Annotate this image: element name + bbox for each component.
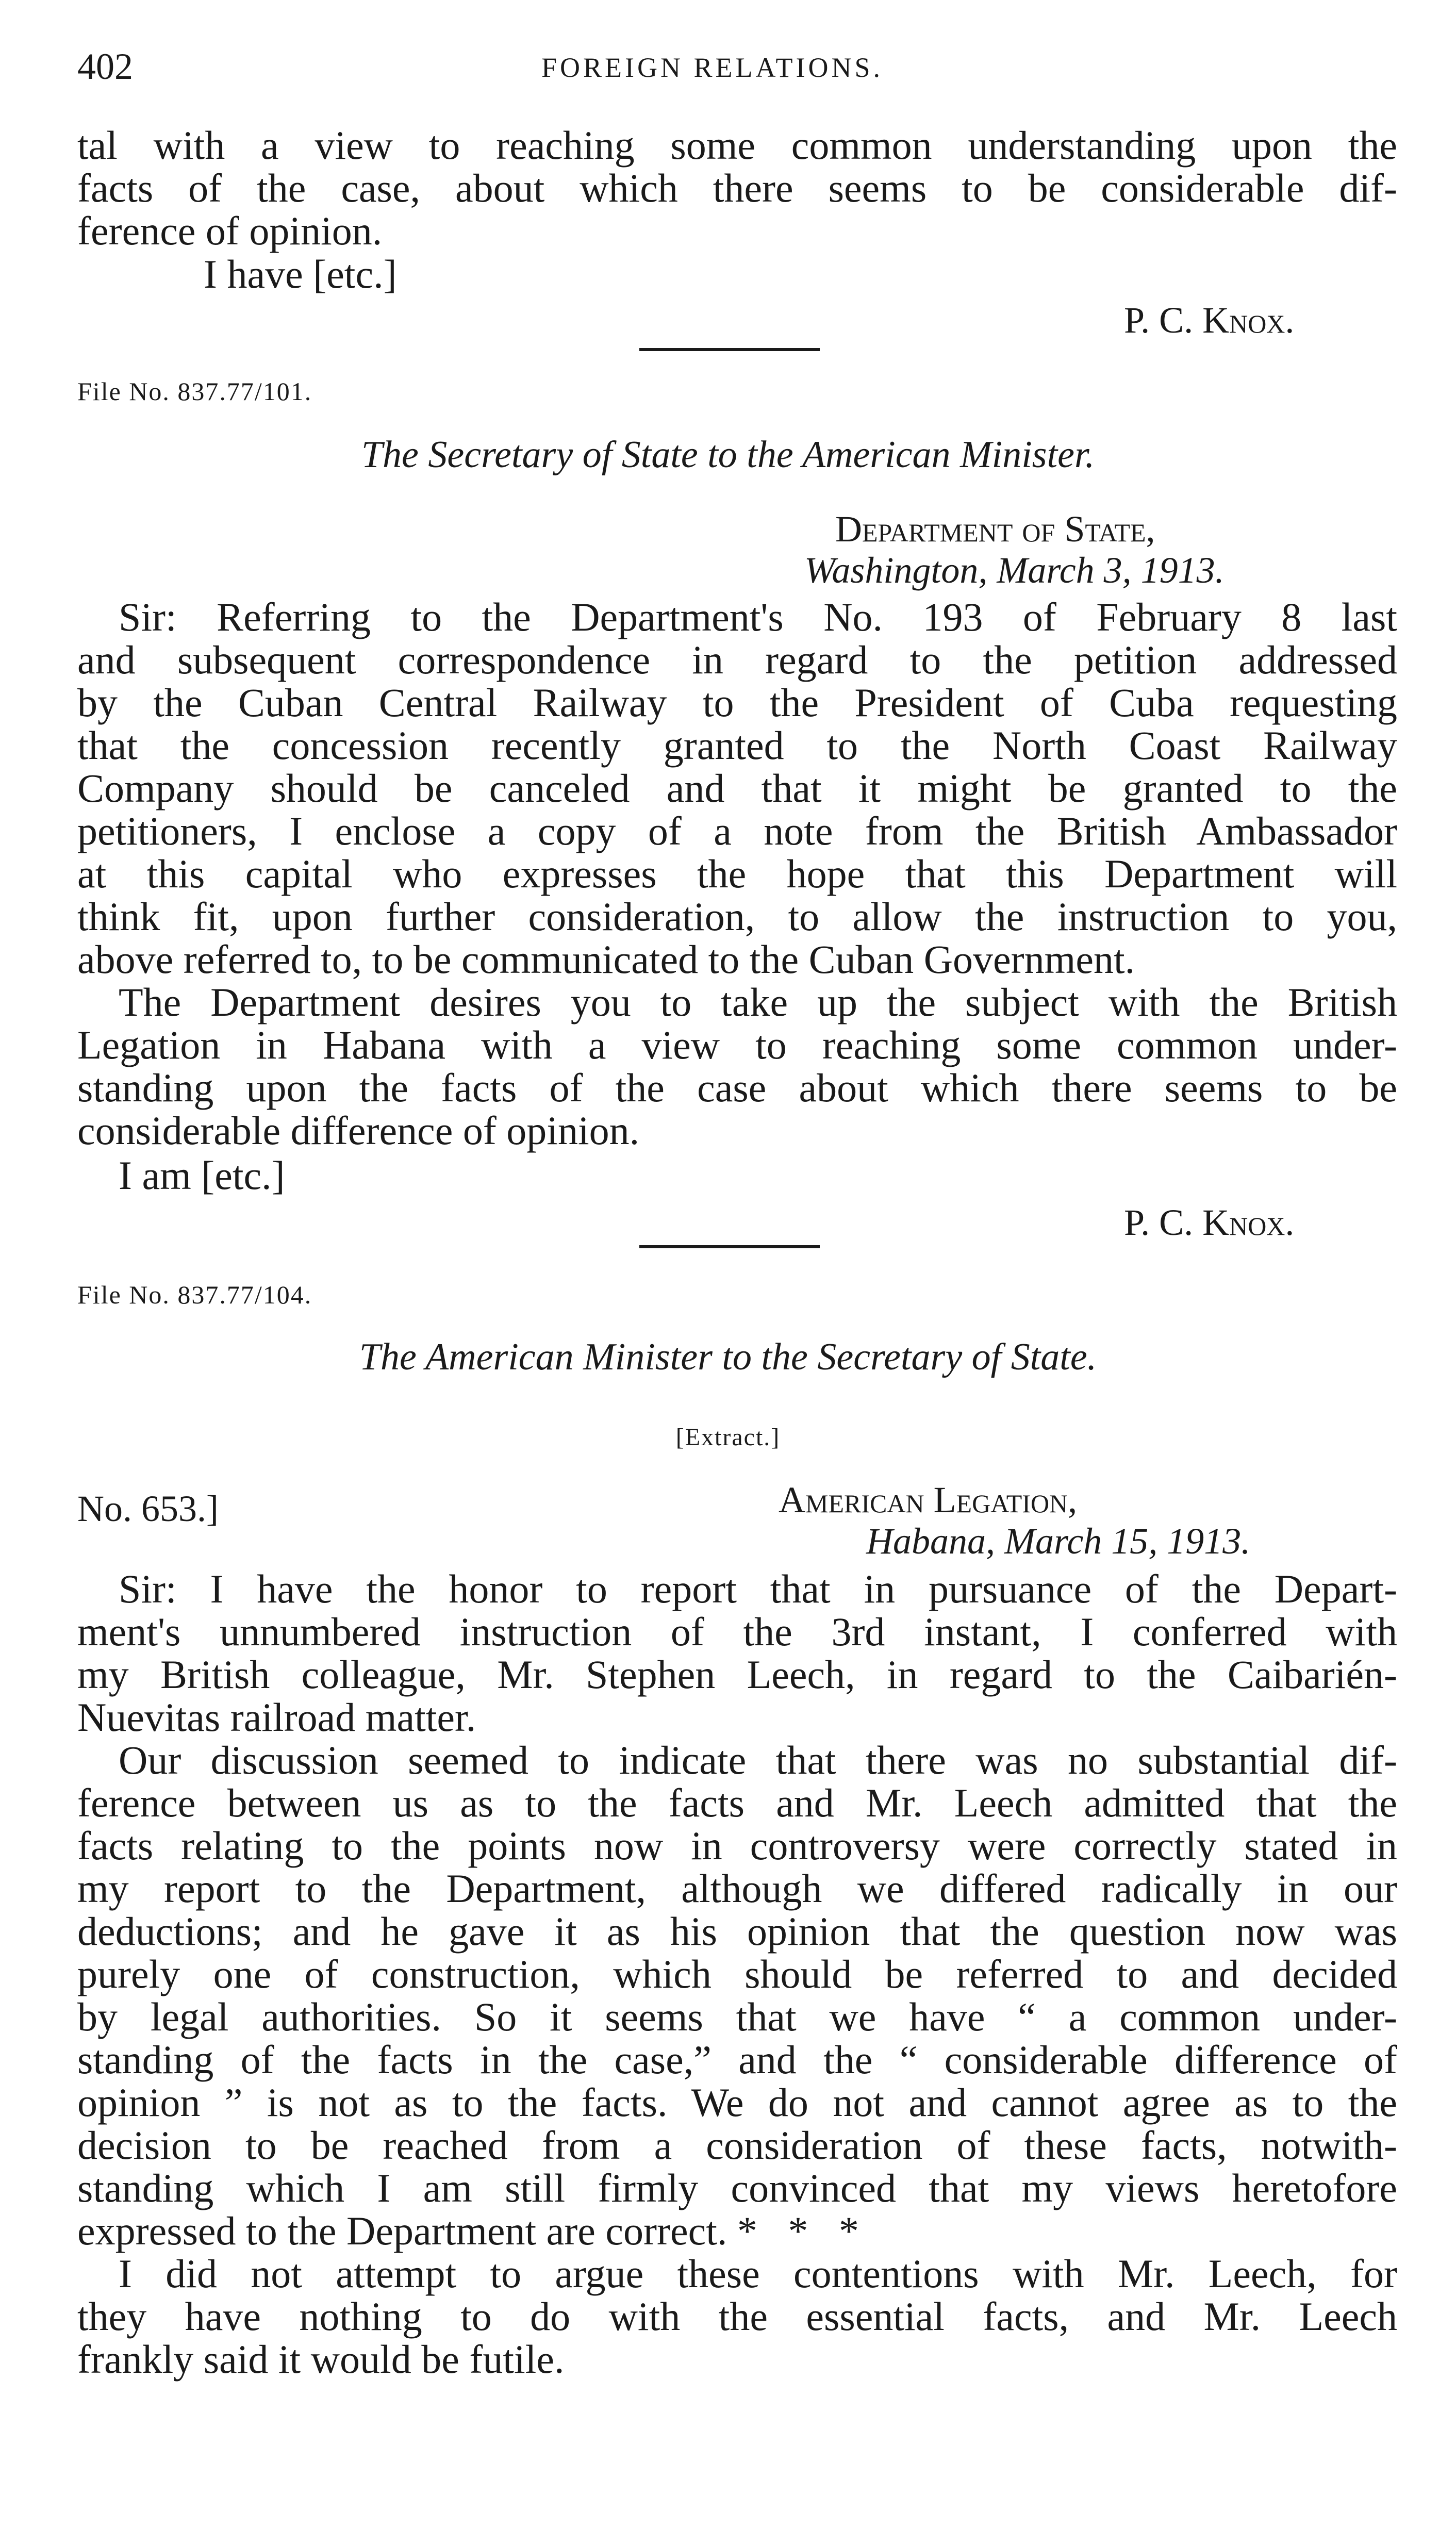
text-line: tal with a view to reaching some common understanding upon the — [77, 123, 1397, 168]
text-line: above referred to, to be communicated to the Cuban Government. — [77, 937, 1135, 982]
ellipsis-stars: * * * — [737, 2208, 859, 2253]
body-paragraph — [77, 596, 1397, 981]
text-line: decision to be reached from a consideration of these facts, notwith- — [77, 2123, 1397, 2168]
file-number: File No. 837.77/104. — [77, 1280, 312, 1309]
continuation-paragraph — [77, 124, 1397, 252]
running-head: FOREIGN RELATIONS. — [541, 52, 884, 83]
dateline-office: Department of State, — [835, 508, 1155, 550]
text-line: standing which I am still firmly convinced that my views heretofore — [77, 2166, 1397, 2210]
text-line: ference between us as to the facts and Mr. Leech admitted that the — [77, 1780, 1397, 1825]
text-line: think fit, upon further consideration, to allow the instruction to you, — [77, 894, 1397, 939]
text-line: standing of the facts in the case,” and the “ considerable difference of — [77, 2037, 1397, 2082]
document-title: The Secretary of State to the American Minister. — [361, 434, 1095, 476]
text-line: The Department desires you to take up the subject with the British — [119, 980, 1397, 1024]
text-line: by legal authorities. So it seems that we have “ a common under- — [77, 1994, 1397, 2039]
text-line: facts of the case, about which there seems to be considerable dif- — [77, 166, 1397, 210]
closing-line: I am [etc.] — [119, 1153, 285, 1198]
text-line: facts relating to the points now in controversy were correctly stated in — [77, 1823, 1397, 1868]
text-line: Our discussion seemed to indicate that there was no substantial dif- — [119, 1738, 1397, 1782]
dateline-place-date: Washington, March 3, 1913. — [804, 550, 1225, 591]
text-line: Sir: Referring to the Department's No. 193 of February 8 last — [119, 594, 1397, 639]
body-paragraph — [77, 981, 1397, 1152]
text-line: expressed to the Department are correct. — [77, 2208, 727, 2253]
despatch-number: No. 653.] — [77, 1488, 219, 1529]
body-paragraph — [77, 2252, 1397, 2381]
body-paragraph — [77, 1739, 1397, 2252]
text-line: opinion ” is not as to the facts. We do not and cannot agree as to the — [77, 2080, 1397, 2125]
dateline-office: American Legation, — [779, 1479, 1078, 1521]
signature: P. C. Knox. — [1124, 300, 1295, 341]
text-line: considerable difference of opinion. — [77, 1108, 640, 1153]
extract-note: [Extract.] — [675, 1424, 781, 1451]
text-line: deductions; and he gave it as his opinion that the question now was — [77, 1909, 1397, 1954]
text-line: I did not attempt to argue these contentions with Mr. Leech, for — [119, 2251, 1397, 2296]
text-line: standing upon the facts of the case about which there seems to be — [77, 1065, 1397, 1110]
text-line: they have nothing to do with the essential facts, and Mr. Leech — [77, 2294, 1397, 2339]
text-line: Nuevitas railroad matter. — [77, 1695, 476, 1740]
page-number: 402 — [77, 46, 133, 87]
text-line: and subsequent correspondence in regard to the petition addressed — [77, 637, 1397, 682]
signature: P. C. Knox. — [1124, 1202, 1295, 1243]
text-line: my report to the Department, although we differed radically in our — [77, 1866, 1397, 1911]
document-title: The American Minister to the Secretary of State. — [359, 1336, 1097, 1378]
text-line: ference of opinion. — [77, 208, 383, 253]
section-divider — [639, 348, 820, 351]
text-line: Sir: I have the honor to report that in pursuance of the Depart- — [119, 1566, 1397, 1611]
text-line: ment's unnumbered instruction of the 3rd instant, I conferred with — [77, 1609, 1397, 1654]
closing-line: I have [etc.] — [204, 252, 397, 296]
text-line: that the concession recently granted to the North Coast Railway — [77, 723, 1397, 768]
dateline-place-date: Habana, March 15, 1913. — [866, 1521, 1251, 1562]
text-line: purely one of construction, which should be referred to and decided — [77, 1952, 1397, 1996]
body-paragraph — [77, 1567, 1397, 1739]
text-line: my British colleague, Mr. Stephen Leech, in regard to the Caibarién- — [77, 1652, 1397, 1697]
text-line: petitioners, I enclose a copy of a note from the British Ambassador — [77, 808, 1397, 853]
section-divider — [639, 1245, 820, 1248]
text-line: at this capital who expresses the hope that this Department will — [77, 851, 1397, 896]
text-line: Legation in Habana with a view to reaching some common under- — [77, 1022, 1397, 1067]
text-line: frankly said it would be futile. — [77, 2337, 565, 2382]
text-line: Company should be canceled and that it might be granted to the — [77, 766, 1397, 811]
file-number: File No. 837.77/101. — [77, 377, 312, 406]
text-line: by the Cuban Central Railway to the President of Cuba requesting — [77, 680, 1397, 725]
